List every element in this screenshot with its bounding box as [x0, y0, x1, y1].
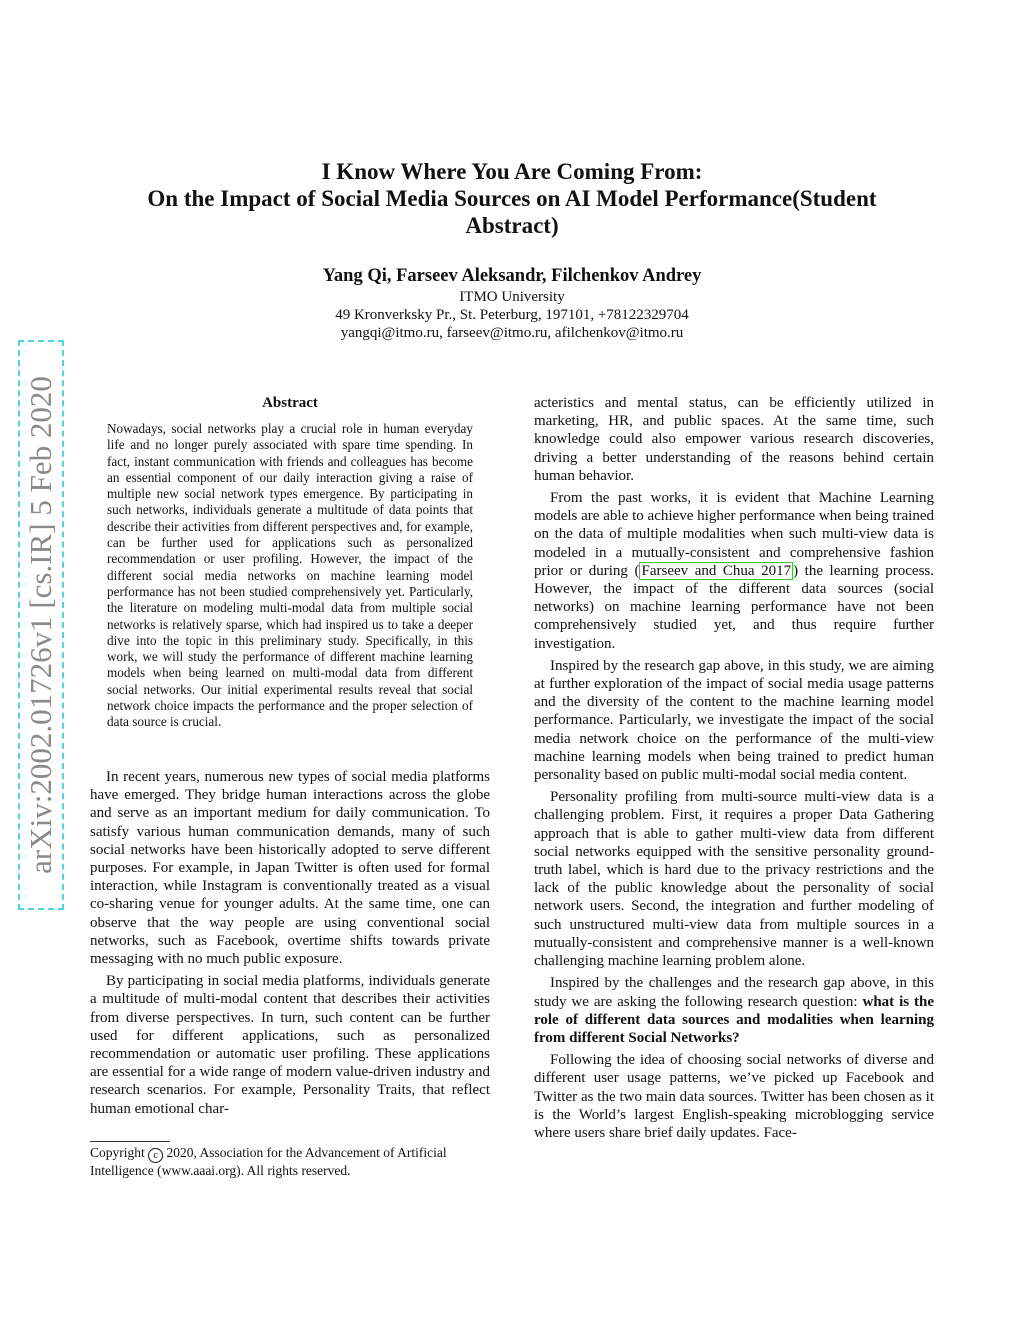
right-column	[534, 394, 934, 1142]
left-column-body	[90, 768, 490, 1118]
paper-title	[100, 158, 924, 239]
footnote-rule	[90, 1141, 170, 1142]
affiliation	[100, 288, 924, 342]
copyright-text: 2020, Association for the Advancement of Artificial Intelligence (www.aaai.org). All rights reserved.	[90, 1145, 447, 1178]
right-paragraph-3: Personality profiling from multi-source multi-view data is a challenging problem. First, it requires a proper Data Gathering approach that is able to gather multi-view data from different social networks equipped with the sensitive personality ground-truth label, which is hard due to the privacy restrictions and the lack of the public knowledge about the personality of social network users. Second, the integration and further modeling of such unstructured multi-view data from multiple sources in a mutually-consistent and comprehensive manner is a well-known challenging machine learning problem alone.	[534, 789, 934, 970]
left-paragraph-2: By participating in social media platforms, individuals generate a multitude of multi-modal content that describes their activities from diverse perspectives. In turn, such content can be further used for different applications, such as personalized recommendation or automatic user profiling. These applications are essential for a wide range of modern value-driven industry and research scenarios. For example, Personality Traits, that reflect human emotional char-	[90, 973, 490, 1117]
right-paragraph-5: Following the idea of choosing social networks of diverse and different user usage patterns, we’ve picked up Facebook and Twitter as the two main data sources. Twitter has been chosen as it is the World’s largest English-speaking microblogging service where users share brief daily updates. Face-	[534, 1052, 934, 1141]
right-paragraph-1	[534, 489, 934, 653]
right-paragraph-4	[534, 974, 934, 1047]
institution: ITMO University	[459, 289, 565, 305]
title-line-1: I Know Where You Are Coming From:	[321, 159, 703, 184]
p4-text-before: Inspired by the challenges and the research gap above, in this study we are asking the following research question:	[534, 975, 934, 1010]
title-line-3: Abstract)	[465, 213, 559, 238]
p1-text-after: ) the learning process. However, the impact of the different data sources (social networks) on machine learning performance have not been comprehensively studied yet, and thus require further investigation.	[534, 562, 934, 652]
p1-text-before: From the past works, it is evident that Machine Learning models are able to achieve higher performance when being trained on the data of multiple modalities when such multi-view data is modeled in a mutually-consistent and comprehensive fashion prior or during (	[534, 490, 934, 579]
copyright-label: Copyright	[90, 1145, 145, 1160]
abstract-text: Nowadays, social networks play a crucial role in human everyday life and no longer purely associated with spare time spending. In fact, instant communication with friends and colleagues has become an essential component of our daily interaction giving a raise of multiple new social network types emergence. By participating in such networks, individuals generate a multitude of data points that describe their activities from different perspectives and, for example, can be further used for applications such as personalized recommendation or user profiling. However, the impact of the different social media networks on machine learning model performance has not been studied comprehensively yet. Particularly, the literature on modeling multi-modal data from multiple social networks is relatively sparse, which had inspired us to take a deeper dive into the topic in this preliminary study. Specifically, in this work, we will study the performance of different machine learning models when being learned on multi-modal data from different social networks. Our initial experimental results reveal that social network choice impacts the performance and the proper selection of data source is crucial.	[107, 421, 473, 730]
citation-link[interactable]: Farseev and Chua 2017	[641, 562, 792, 579]
arxiv-id: arXiv:2002.01726v1 [cs.IR] 5 Feb 2020	[23, 376, 58, 874]
title-line-2: On the Impact of Social Media Sources on AI Model Performance(Student	[147, 186, 877, 211]
left-paragraph-1: In recent years, numerous new types of social media platforms have emerged. They bridge human interactions across the globe and serve as an important medium for daily communication. To satisfy various human communication demands, many of such social networks have been historically adopted to serve different purposes. For example, in Japan Twitter is often used for formal interaction, while Instagram is conventionally treated as a visual co-sharing venue for younger adults. At the same time, one can observe that the way people are using conventional social networks, such as Facebook, overtime shifts towards private messaging with no much public exposure.	[90, 769, 490, 968]
abstract-heading: Abstract	[262, 395, 318, 411]
copyright-footnote	[90, 1145, 490, 1179]
arxiv-stamp	[18, 340, 64, 910]
copyright-icon: c	[148, 1148, 163, 1163]
authors: Yang Qi, Farseev Aleksandr, Filchenkov Andrey	[322, 266, 702, 286]
address: 49 Kronverksky Pr., St. Peterburg, 197101, +78122329704	[335, 307, 689, 323]
research-question: what is the role of different data sources and modalities when learning from different Social Networks?	[534, 993, 935, 1046]
right-paragraph-2: Inspired by the research gap above, in this study, we are aiming at further exploration of the impact of social media usage patterns and the diversity of the content to the machine learning model performance. Particularly, we investigate the impact of the social media network choice on the performance of the multi-view machine learning models when being trained to predict human personality based on public multi-modal social media content.	[534, 657, 934, 784]
right-paragraph-0: acteristics and mental status, can be efficiently utilized in marketing, HR, and public spaces. At the same time, such knowledge could also empower various research discoveries, driving a better understanding of the reasons behind certain human behavior.	[534, 395, 934, 484]
emails: yangqi@itmo.ru, farseev@itmo.ru, afilchenkov@itmo.ru	[340, 325, 684, 341]
